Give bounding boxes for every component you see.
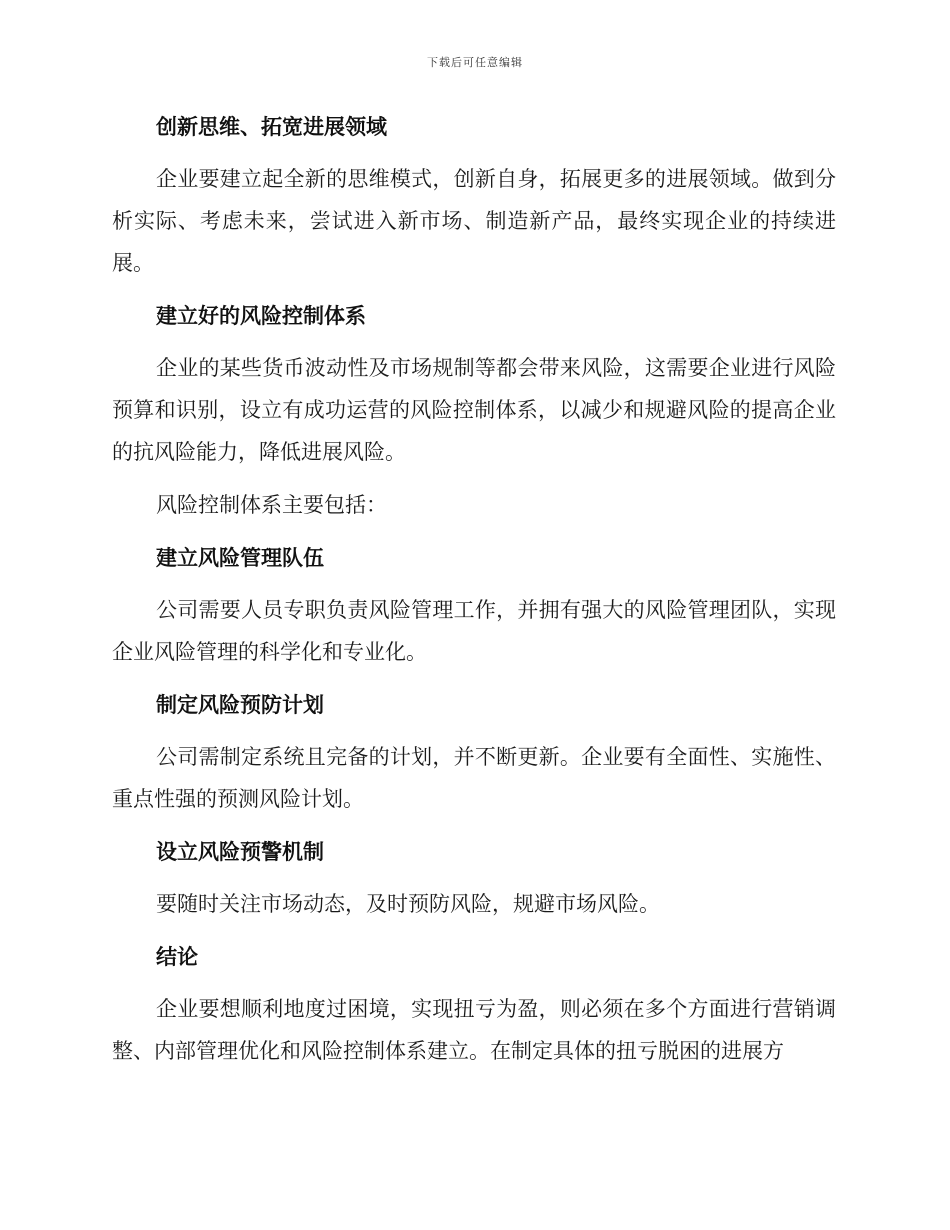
page-header-note: 下载后可任意编辑	[427, 56, 523, 69]
paragraph: 要随时关注市场动态，及时预防风险，规避市场风险。	[156, 892, 660, 916]
document-body	[112, 106, 836, 1083]
section-heading: 制定风险预防计划	[156, 693, 324, 717]
section-heading: 结论	[156, 945, 198, 969]
paragraph: 企业要想顺利地度过困境，实现扭亏为盈，则必须在多个方面进行营销调整、内部管理优化和风险控制体系建立。在制定具体的扭亏脱困的进展方	[112, 997, 836, 1063]
paragraph: 公司需要人员专职负责风险管理工作，并拥有强大的风险管理团队，实现企业风险管理的科学化和专业化。	[112, 598, 836, 664]
section-heading: 建立风险管理队伍	[156, 546, 324, 570]
section-risk-control-system	[112, 295, 836, 526]
section-risk-team	[112, 537, 836, 673]
section-risk-prevention-plan	[112, 684, 836, 820]
section-heading: 创新思维、拓宽进展领域	[156, 115, 387, 139]
paragraph: 企业的某些货币波动性及市场规制等都会带来风险，这需要企业进行风险预算和识别，设立有成功运营的风险控制体系，以减少和规避风险的提高企业的抗风险能力，降低进展风险。	[112, 356, 836, 464]
section-heading: 设立风险预警机制	[156, 840, 324, 864]
section-conclusion	[112, 936, 836, 1072]
section-risk-warning	[112, 831, 836, 925]
section-innovation	[112, 106, 836, 284]
paragraph: 风险控制体系主要包括：	[156, 493, 387, 517]
section-heading: 建立好的风险控制体系	[156, 304, 366, 328]
paragraph: 公司需制定系统且完备的计划，并不断更新。企业要有全面性、实施性、重点性强的预测风险计划。	[112, 745, 836, 811]
paragraph: 企业要建立起全新的思维模式，创新自身，拓展更多的进展领域。做到分析实际、考虑未来，尝试进入新市场、制造新产品，最终实现企业的持续进展。	[112, 167, 836, 275]
